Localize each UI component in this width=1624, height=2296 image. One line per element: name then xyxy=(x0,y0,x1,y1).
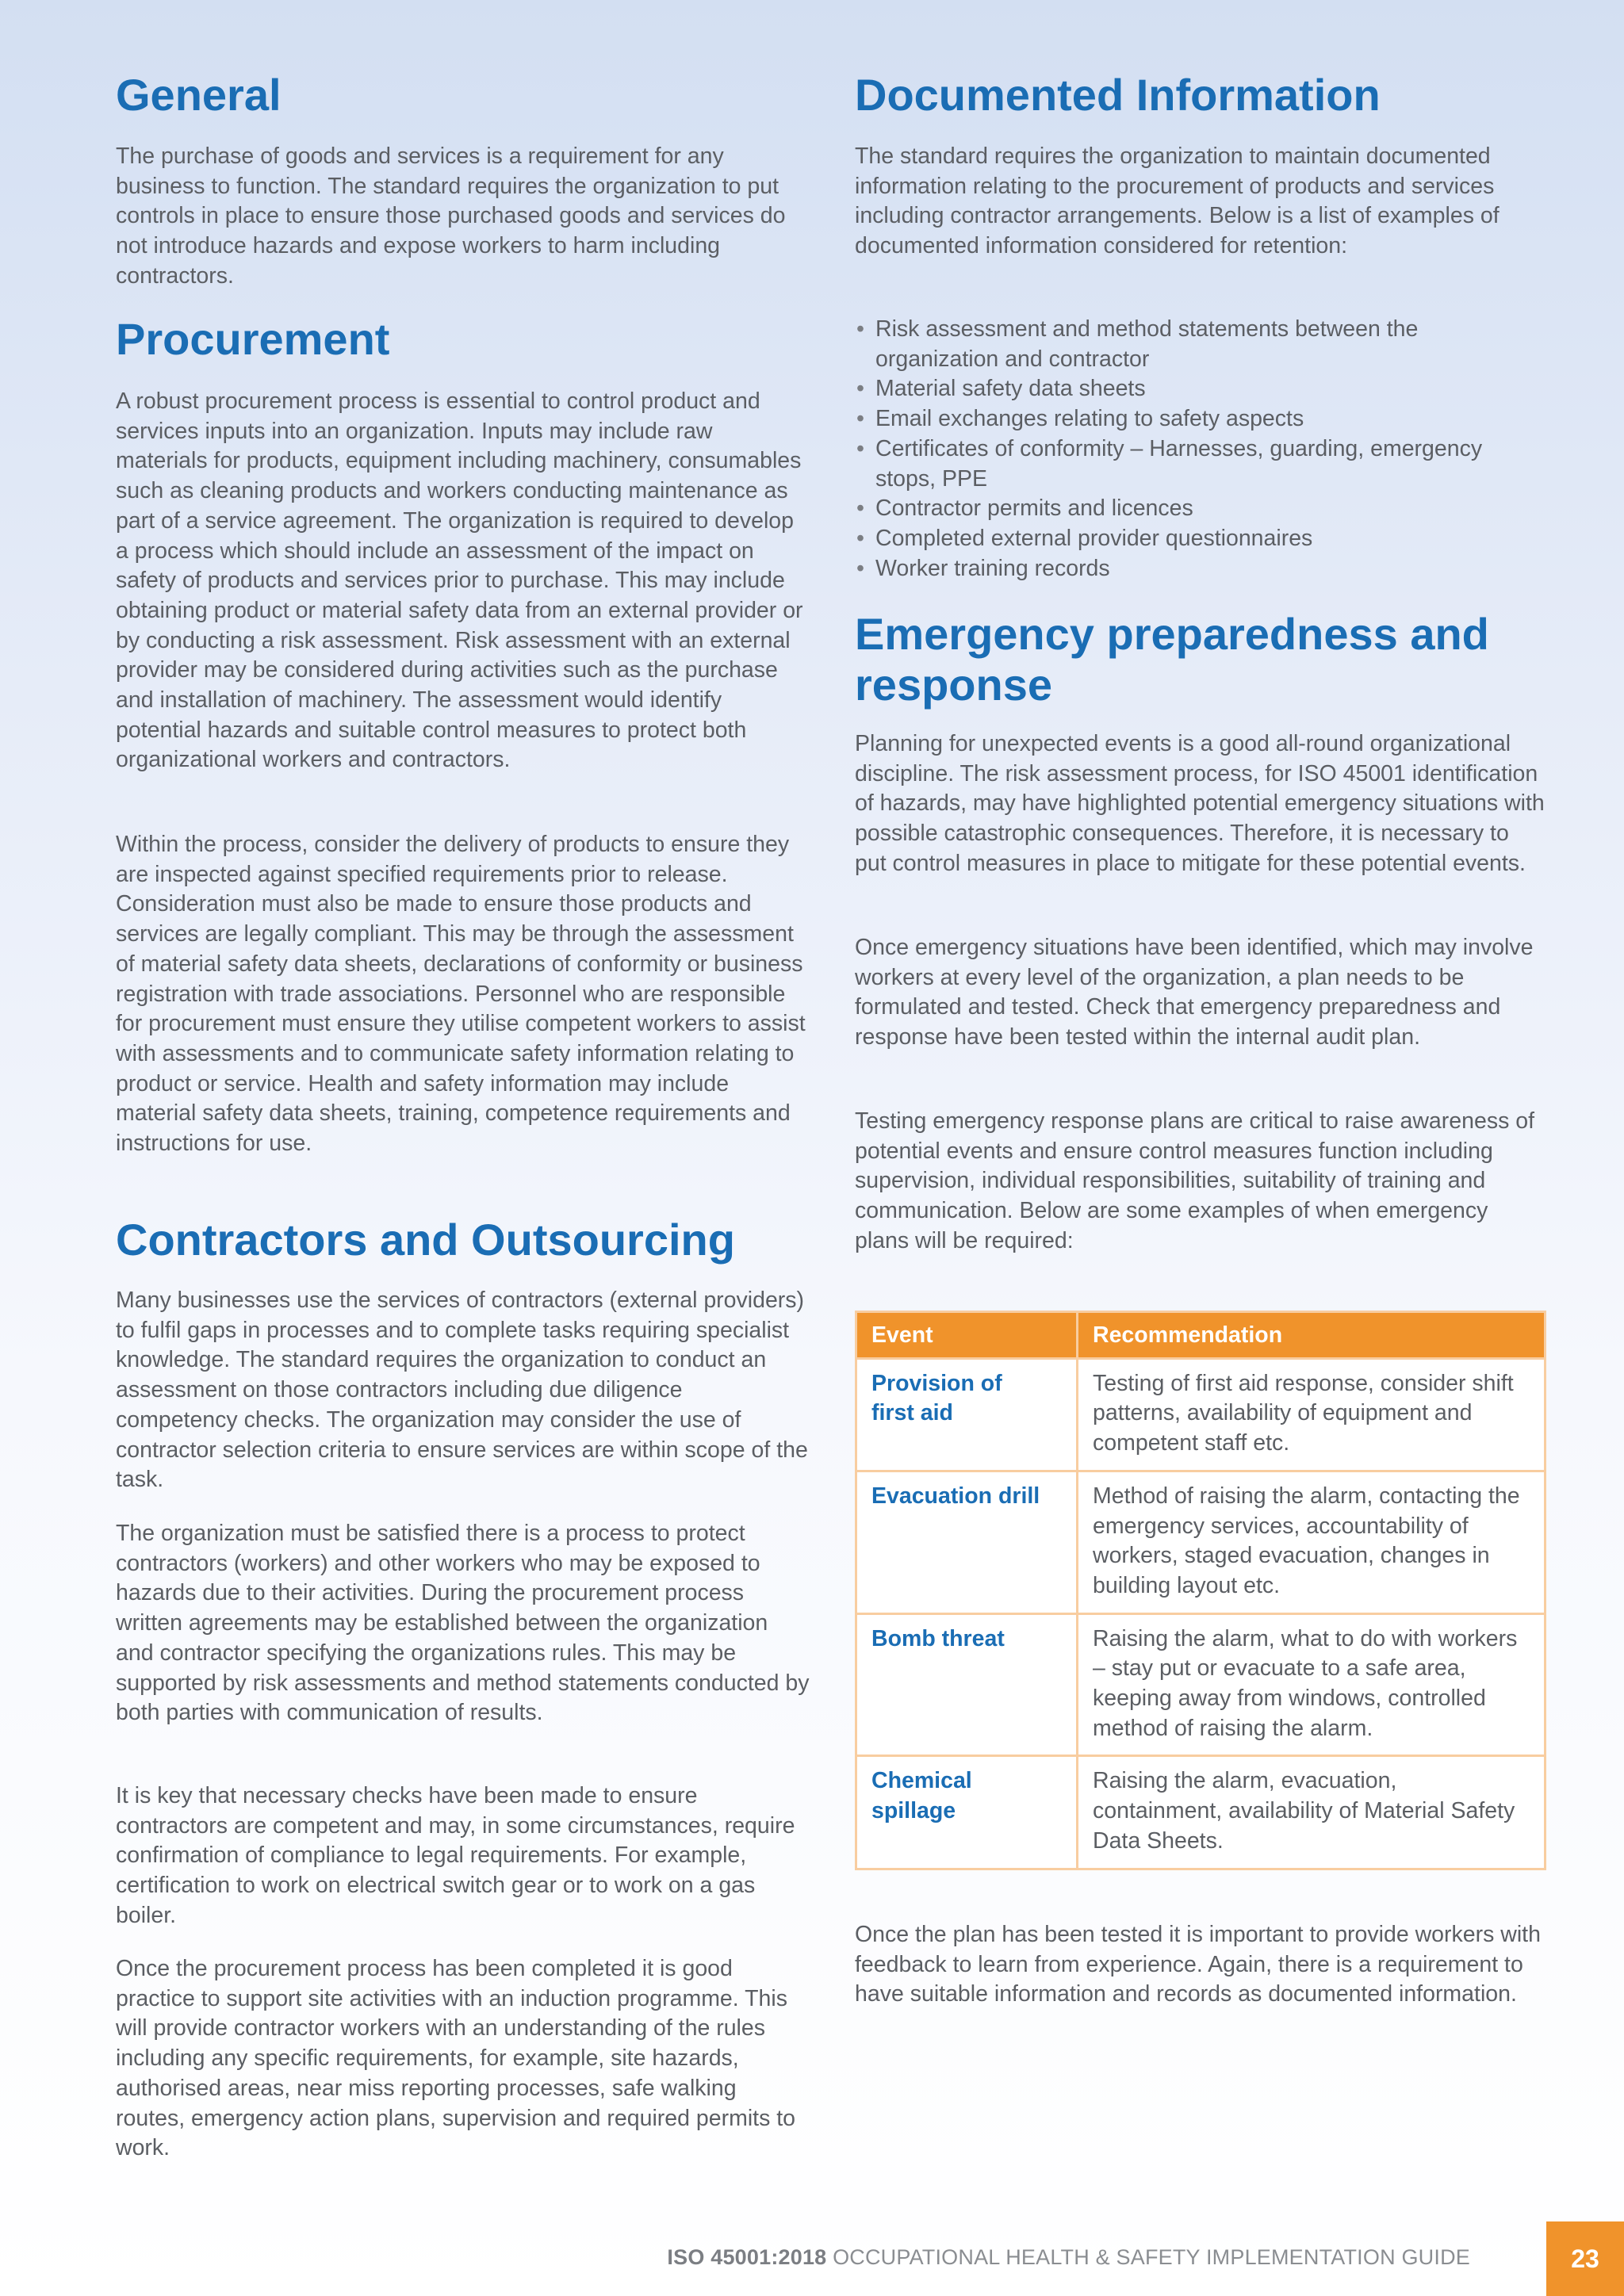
table-header-row xyxy=(856,1312,1545,1359)
list-item: • Completed external provider questionnaires xyxy=(855,524,1546,554)
event-name-line: first aid xyxy=(871,1400,953,1426)
emergency-paragraph-3: Testing emergency response plans are critical to raise awareness of potential events and ensure control measures function including supervision, individual responsibilities, suitability of training and communication. Below are some examples of when emergency plans will be required: xyxy=(855,1108,1535,1253)
event-name-line: Chemical xyxy=(871,1768,972,1794)
footer-standard: ISO 45001:2018 xyxy=(667,2245,827,2269)
heading-emergency-line-2: response xyxy=(855,660,1052,710)
column-header-event: Event xyxy=(856,1312,1078,1359)
list-item: • Email exchanges relating to safety aspects xyxy=(855,404,1546,434)
table-row xyxy=(856,1471,1545,1613)
heading-general: General xyxy=(116,70,282,120)
table-row xyxy=(856,1756,1545,1869)
heading-emergency-line-1: Emergency preparedness and xyxy=(855,609,1489,659)
page-number: 23 xyxy=(1546,2221,1624,2296)
table-row xyxy=(856,1358,1545,1471)
documented-paragraph: The standard requires the organization to maintain documented information relating to the procurement of products and services including contractor arrangements. Below is a list of examples of documented information considered for retention: xyxy=(855,144,1500,259)
documented-bullet-list xyxy=(855,315,1546,584)
footer-guide-title xyxy=(667,2245,1470,2270)
general-paragraph: The purchase of goods and services is a requirement for any business to function. The standard requires the organization to put controls in place to ensure those purchased goods and services do not introduce hazards and expose workers to harm including contractors. xyxy=(116,144,786,289)
emergency-paragraph-2: Once emergency situations have been identified, which may involve workers at every level of the organization, a plan needs to be formulated and tested. Check that emergency preparedness and response have been tested within the internal audit plan. xyxy=(855,935,1534,1050)
list-item: • Contractor permits and licences xyxy=(855,494,1546,524)
column-header-recommendation: Recommendation xyxy=(1078,1312,1545,1359)
event-name-line: Provision of xyxy=(871,1370,1002,1396)
procurement-paragraph-1: A robust procurement process is essential to control product and services inputs into an organization. Inputs may include raw materials for products, equipment including machinery, consumables such as cleaning products and workers conducting maintenance as part of a service agreement. The organization is required to develop a process which should include an assessment of the impact on safety of products and services prior to purchase. This may include obtaining product or material safety data from an external provider or by conducting a risk assessment. Risk assessment with an external provider may be considered during activities such as the purchase and installation of machinery. The assessment would identify potential hazards and suitable control measures to protect both organizational workers and contractors. xyxy=(116,388,803,773)
contractors-paragraph-4: Once the procurement process has been completed it is good practice to support site activities with an induction programme. This will provide contractor workers with an understanding of the rules including any specific requirements, for example, site hazards, authorised areas, near miss reporting processes, safe walking routes, emergency action plans, supervision and required permits to work. xyxy=(116,1956,796,2161)
contractors-paragraph-3: It is key that necessary checks have been made to ensure contractors are competent and may, in some circumstances, require confirmation of compliance to legal requirements. For example, certification to work on electrical switch gear or to work on a gas boiler. xyxy=(116,1783,795,1928)
heading-emergency-preparedness xyxy=(855,609,1489,710)
contractors-paragraph-2: The organization must be satisfied there is a process to protect contractors (workers) and other workers who may be exposed to hazards due to their activities. During the procurement process written agreements may be established between the organization and contractor specifying the organizations rules. This may be supported by risk assessments and method statements conducted by both parties with communication of results. xyxy=(116,1521,810,1726)
event-cell: Bomb threat xyxy=(856,1613,1078,1756)
list-item: • Material safety data sheets xyxy=(855,374,1546,404)
contractors-paragraph-1: Many businesses use the services of contractors (external providers) to fulfil gaps in processes and to complete tasks requiring specialist knowledge. The standard requires the organization to conduct an assessment on those contractors including due diligence competency checks. The organization may consider the use of contractor selection criteria to ensure services are within scope of the task. xyxy=(116,1288,808,1493)
event-cell: Evacuation drill xyxy=(856,1471,1078,1613)
event-name-line: spillage xyxy=(871,1798,956,1824)
heading-procurement: Procurement xyxy=(116,314,390,364)
footer-title: OCCUPATIONAL HEALTH & SAFETY IMPLEMENTATION GUIDE xyxy=(833,2245,1470,2269)
recommendation-cell: Method of raising the alarm, contacting the emergency services, accountability of workers, staged evacuation, changes in building layout etc. xyxy=(1078,1471,1545,1613)
event-cell xyxy=(856,1358,1078,1471)
table-row xyxy=(856,1613,1545,1756)
recommendation-cell: Testing of first aid response, consider shift patterns, availability of equipment and competent staff etc. xyxy=(1078,1358,1545,1471)
heading-documented-information: Documented Information xyxy=(855,70,1381,120)
recommendation-cell: Raising the alarm, evacuation, containment, availability of Material Safety Data Sheets. xyxy=(1078,1756,1545,1869)
procurement-paragraph-2: Within the process, consider the delivery of products to ensure they are inspected against specified requirements prior to release. Consideration must also be made to ensure those products and services are legally compliant. This may be through the assessment of material safety data sheets, declarations of conformity or business registration with trade associations. Personnel who are responsible for procurement must ensure they utilise competent workers to assist with assessments and to communicate safety information relating to product or service. Health and safety information may include material safety data sheets, training, competence requirements and instructions for use. xyxy=(116,832,806,1157)
emergency-paragraph-1: Planning for unexpected events is a good all-round organizational discipline. The risk assessment process, for ISO 45001 identification of hazards, may have highlighted potential emergency situations with possible catastrophic consequences. Therefore, it is necessary to put control measures in place to mitigate for these potential events. xyxy=(855,731,1545,876)
list-item: • Risk assessment and method statements between the organization and contractor xyxy=(855,315,1546,374)
heading-contractors: Contractors and Outsourcing xyxy=(116,1215,735,1265)
emergency-paragraph-4: Once the plan has been tested it is important to provide workers with feedback to learn from experience. Again, there is a requirement to have suitable information and records as documented information. xyxy=(855,1922,1541,2007)
list-item: • Certificates of conformity – Harnesses, guarding, emergency stops, PPE xyxy=(855,434,1546,494)
recommendation-cell: Raising the alarm, what to do with workers – stay put or evacuate to a safe area, keeping away from windows, controlled method of raising the alarm. xyxy=(1078,1613,1545,1756)
emergency-events-table xyxy=(855,1311,1546,1870)
event-cell xyxy=(856,1756,1078,1869)
list-item: • Worker training records xyxy=(855,554,1546,584)
